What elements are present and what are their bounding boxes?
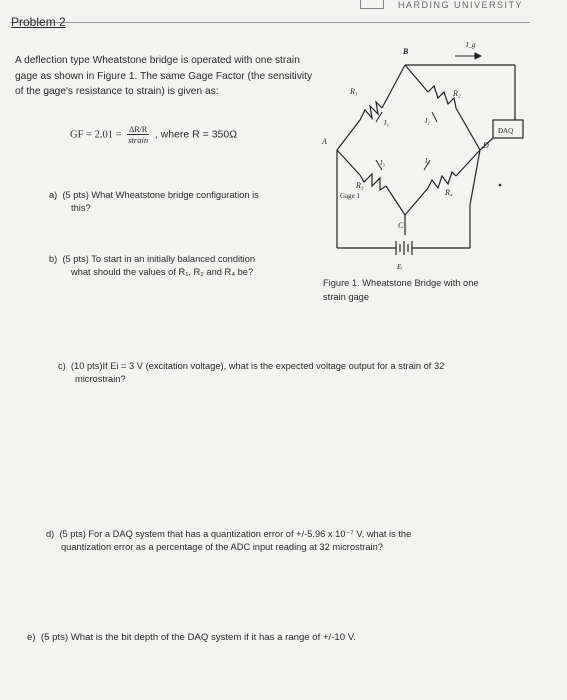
question-a-label: a) bbox=[49, 190, 58, 200]
r3-label: R₃ bbox=[356, 181, 364, 190]
question-e-label: e) bbox=[27, 632, 36, 643]
question-d-text-cont: quantization error as a percentage of the ADC input reading at 32 microstrain? bbox=[61, 542, 383, 552]
r4-label: R₄ bbox=[445, 188, 453, 197]
question-c bbox=[58, 360, 498, 386]
figure-caption-line2: strain gage bbox=[323, 291, 369, 302]
university-logo-mark bbox=[360, 0, 384, 9]
ig-label: I_g bbox=[466, 41, 476, 49]
question-b-text-cont: what should the values of R₁, R₂ and R₄ be? bbox=[71, 267, 254, 277]
question-d-label: d) bbox=[46, 529, 55, 539]
gage-label: Gage 1 bbox=[340, 192, 361, 200]
node-a-label: A bbox=[322, 137, 327, 146]
i4-label: I₄ bbox=[425, 157, 430, 165]
gage-factor-formula bbox=[70, 125, 237, 145]
r2-label: R₂ bbox=[453, 89, 461, 98]
i2-label: I₂ bbox=[425, 117, 430, 125]
wheatstone-bridge-diagram bbox=[310, 30, 540, 275]
formula-denominator: strain bbox=[128, 135, 149, 145]
figure-caption-line1: Figure 1. Wheatstone Bridge with one bbox=[323, 278, 479, 288]
question-a-text-cont: this? bbox=[71, 203, 91, 213]
question-b bbox=[49, 253, 309, 279]
problem-title: Problem 2 bbox=[11, 15, 66, 29]
formula-fraction bbox=[127, 125, 149, 145]
problem-intro: A deflection type Wheatstone bridge is operated with one strain gage as shown in Figure 1. The same Gage Factor (the sensitivity of the gage's resistance to strain) is given as: bbox=[15, 55, 313, 97]
question-d bbox=[46, 528, 486, 554]
question-c-text: (10 pts)If Ei = 3 V (excitation voltage), what is the expected voltage output for a strain of 32 bbox=[70, 361, 445, 371]
question-a-text: (5 pts) What Wheatstone bridge configuration is bbox=[62, 190, 259, 200]
question-c-label: c) bbox=[58, 361, 66, 371]
formula-lhs: GF = 2.01 = bbox=[70, 129, 122, 141]
node-d-label: D bbox=[483, 141, 489, 150]
ei-label: Eᵢ bbox=[397, 263, 403, 271]
r1-label: R₁ bbox=[350, 87, 358, 96]
question-a bbox=[49, 189, 309, 215]
i3-label: I₃ bbox=[380, 159, 385, 167]
daq-label: DAQ bbox=[498, 127, 514, 135]
battery-symbol bbox=[396, 241, 412, 255]
question-b-text: (5 pts) To start in an initially balanced condition bbox=[62, 254, 256, 264]
question-d-text: (5 pts) For a DAQ system that has a quantization error of +/-5.96 x 10⁻⁷ V, what is the bbox=[59, 529, 412, 539]
university-name: HARDING UNIVERSITY bbox=[398, 0, 524, 10]
question-e bbox=[27, 631, 527, 644]
node-c-label: C bbox=[398, 221, 404, 230]
formula-numerator: ΔR/R bbox=[129, 125, 148, 134]
question-e-text: (5 pts) What is the bit depth of the DAQ system if it has a range of +/-10 V. bbox=[40, 632, 356, 643]
i1-label: I₁ bbox=[384, 119, 389, 127]
header-rule bbox=[10, 22, 530, 23]
formula-rhs: , where R = 350Ω bbox=[154, 128, 238, 141]
question-b-label: b) bbox=[49, 254, 58, 264]
question-c-text-cont: microstrain? bbox=[75, 374, 126, 384]
figure-caption bbox=[323, 277, 523, 304]
node-b-label: B bbox=[403, 47, 409, 56]
